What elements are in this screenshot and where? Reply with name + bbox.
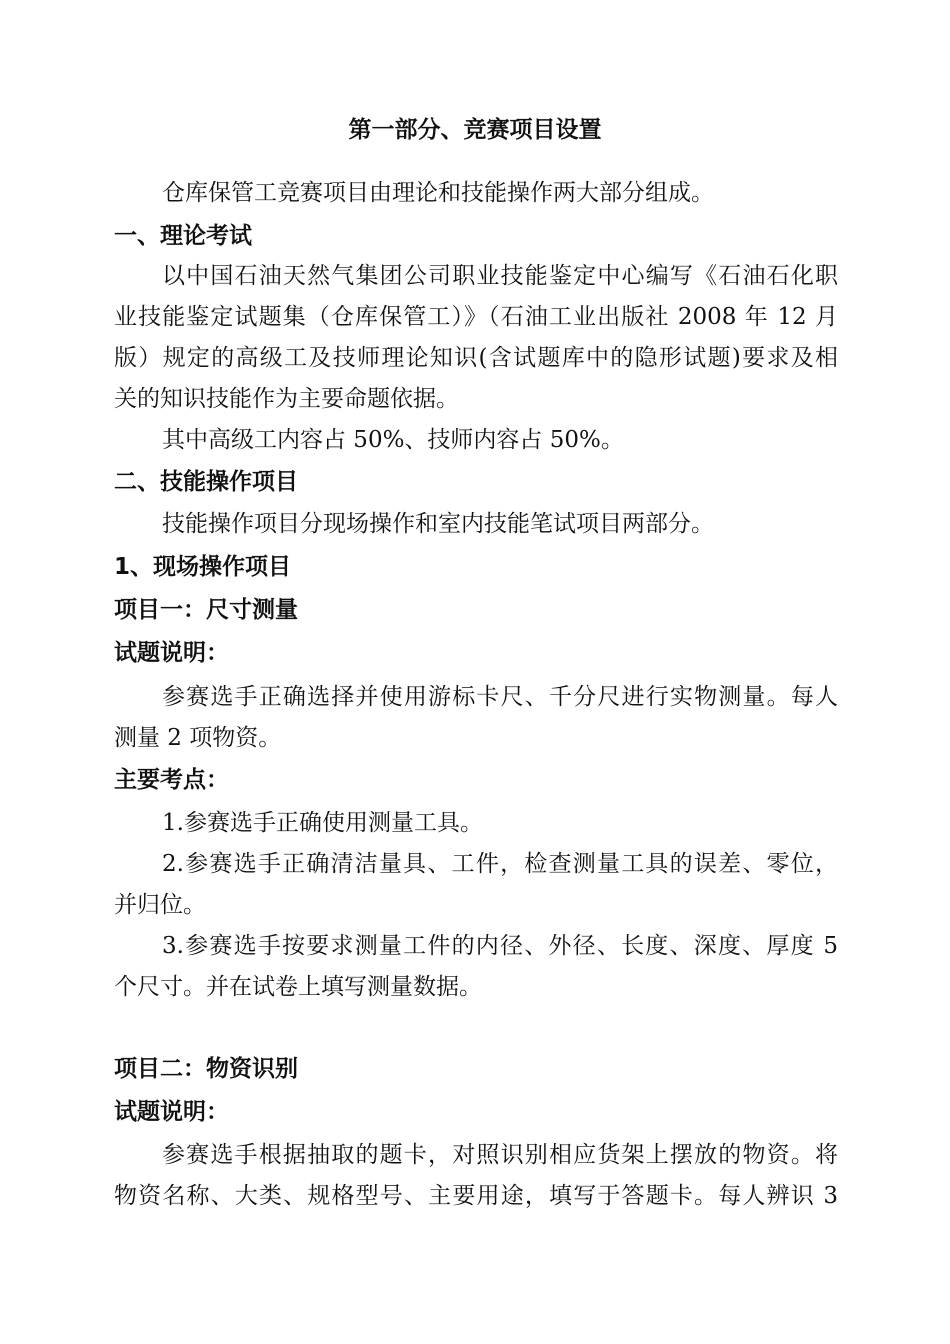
item1-points-label: 主要考点： xyxy=(114,767,229,793)
skills-intro: 技能操作项目分现场操作和室内技能笔试项目两部分。 xyxy=(162,511,714,537)
intro-paragraph: 仓库保管工竞赛项目由理论和技能操作两大部分组成。 xyxy=(162,180,714,206)
section-heading-theory: 一、理论考试 xyxy=(114,223,252,249)
page-title: 第一部分、竞赛项目设置 xyxy=(348,117,602,143)
item2-desc-line-1: 参赛选手根据抽取的题卡，对照识别相应货架上摆放的物资。将 xyxy=(162,1142,838,1168)
item1-point-3: 3.参赛选手按要求测量工件的内径、外径、长度、深度、厚度 5 xyxy=(162,933,838,959)
theory-ratio: 其中高级工内容占 50%、技师内容占 50%。 xyxy=(162,427,624,453)
theory-paragraph-line-4: 关的知识技能作为主要命题依据。 xyxy=(114,386,459,412)
item2-desc-line-2: 物资名称、大类、规格型号、主要用途，填写于答题卡。每人辨识 3 xyxy=(114,1183,838,1209)
item1-point-2: 2.参赛选手正确清洁量具、工件，检查测量工具的误差、零位， xyxy=(162,851,838,877)
item1-point-1: 1.参赛选手正确使用测量工具。 xyxy=(162,810,483,836)
theory-paragraph-line-3: 版）规定的高级工及技师理论知识(含试题库中的隐形试题)要求及相 xyxy=(114,345,838,371)
item1-desc-label: 试题说明： xyxy=(114,640,229,666)
item1-point-3-cont: 个尺寸。并在试卷上填写测量数据。 xyxy=(114,974,482,1000)
theory-paragraph-line-2: 业技能鉴定试题集（仓库保管工）》（石油工业出版社 2008 年 12 月 xyxy=(114,304,838,330)
item1-desc-line-1: 参赛选手正确选择并使用游标卡尺、千分尺进行实物测量。每人 xyxy=(162,684,838,710)
subsection-heading-onsite: 1、现场操作项目 xyxy=(114,554,292,580)
item2-heading: 项目二：物资识别 xyxy=(114,1056,298,1082)
theory-paragraph-line-1: 以中国石油天然气集团公司职业技能鉴定中心编写《石油石化职 xyxy=(162,263,838,289)
item1-point-2-cont: 并归位。 xyxy=(114,892,206,918)
item1-heading: 项目一：尺寸测量 xyxy=(114,597,298,623)
item2-desc-label: 试题说明： xyxy=(114,1099,229,1125)
section-heading-skills: 二、技能操作项目 xyxy=(114,469,298,495)
item1-desc-line-2: 测量 2 项物资。 xyxy=(114,725,282,751)
